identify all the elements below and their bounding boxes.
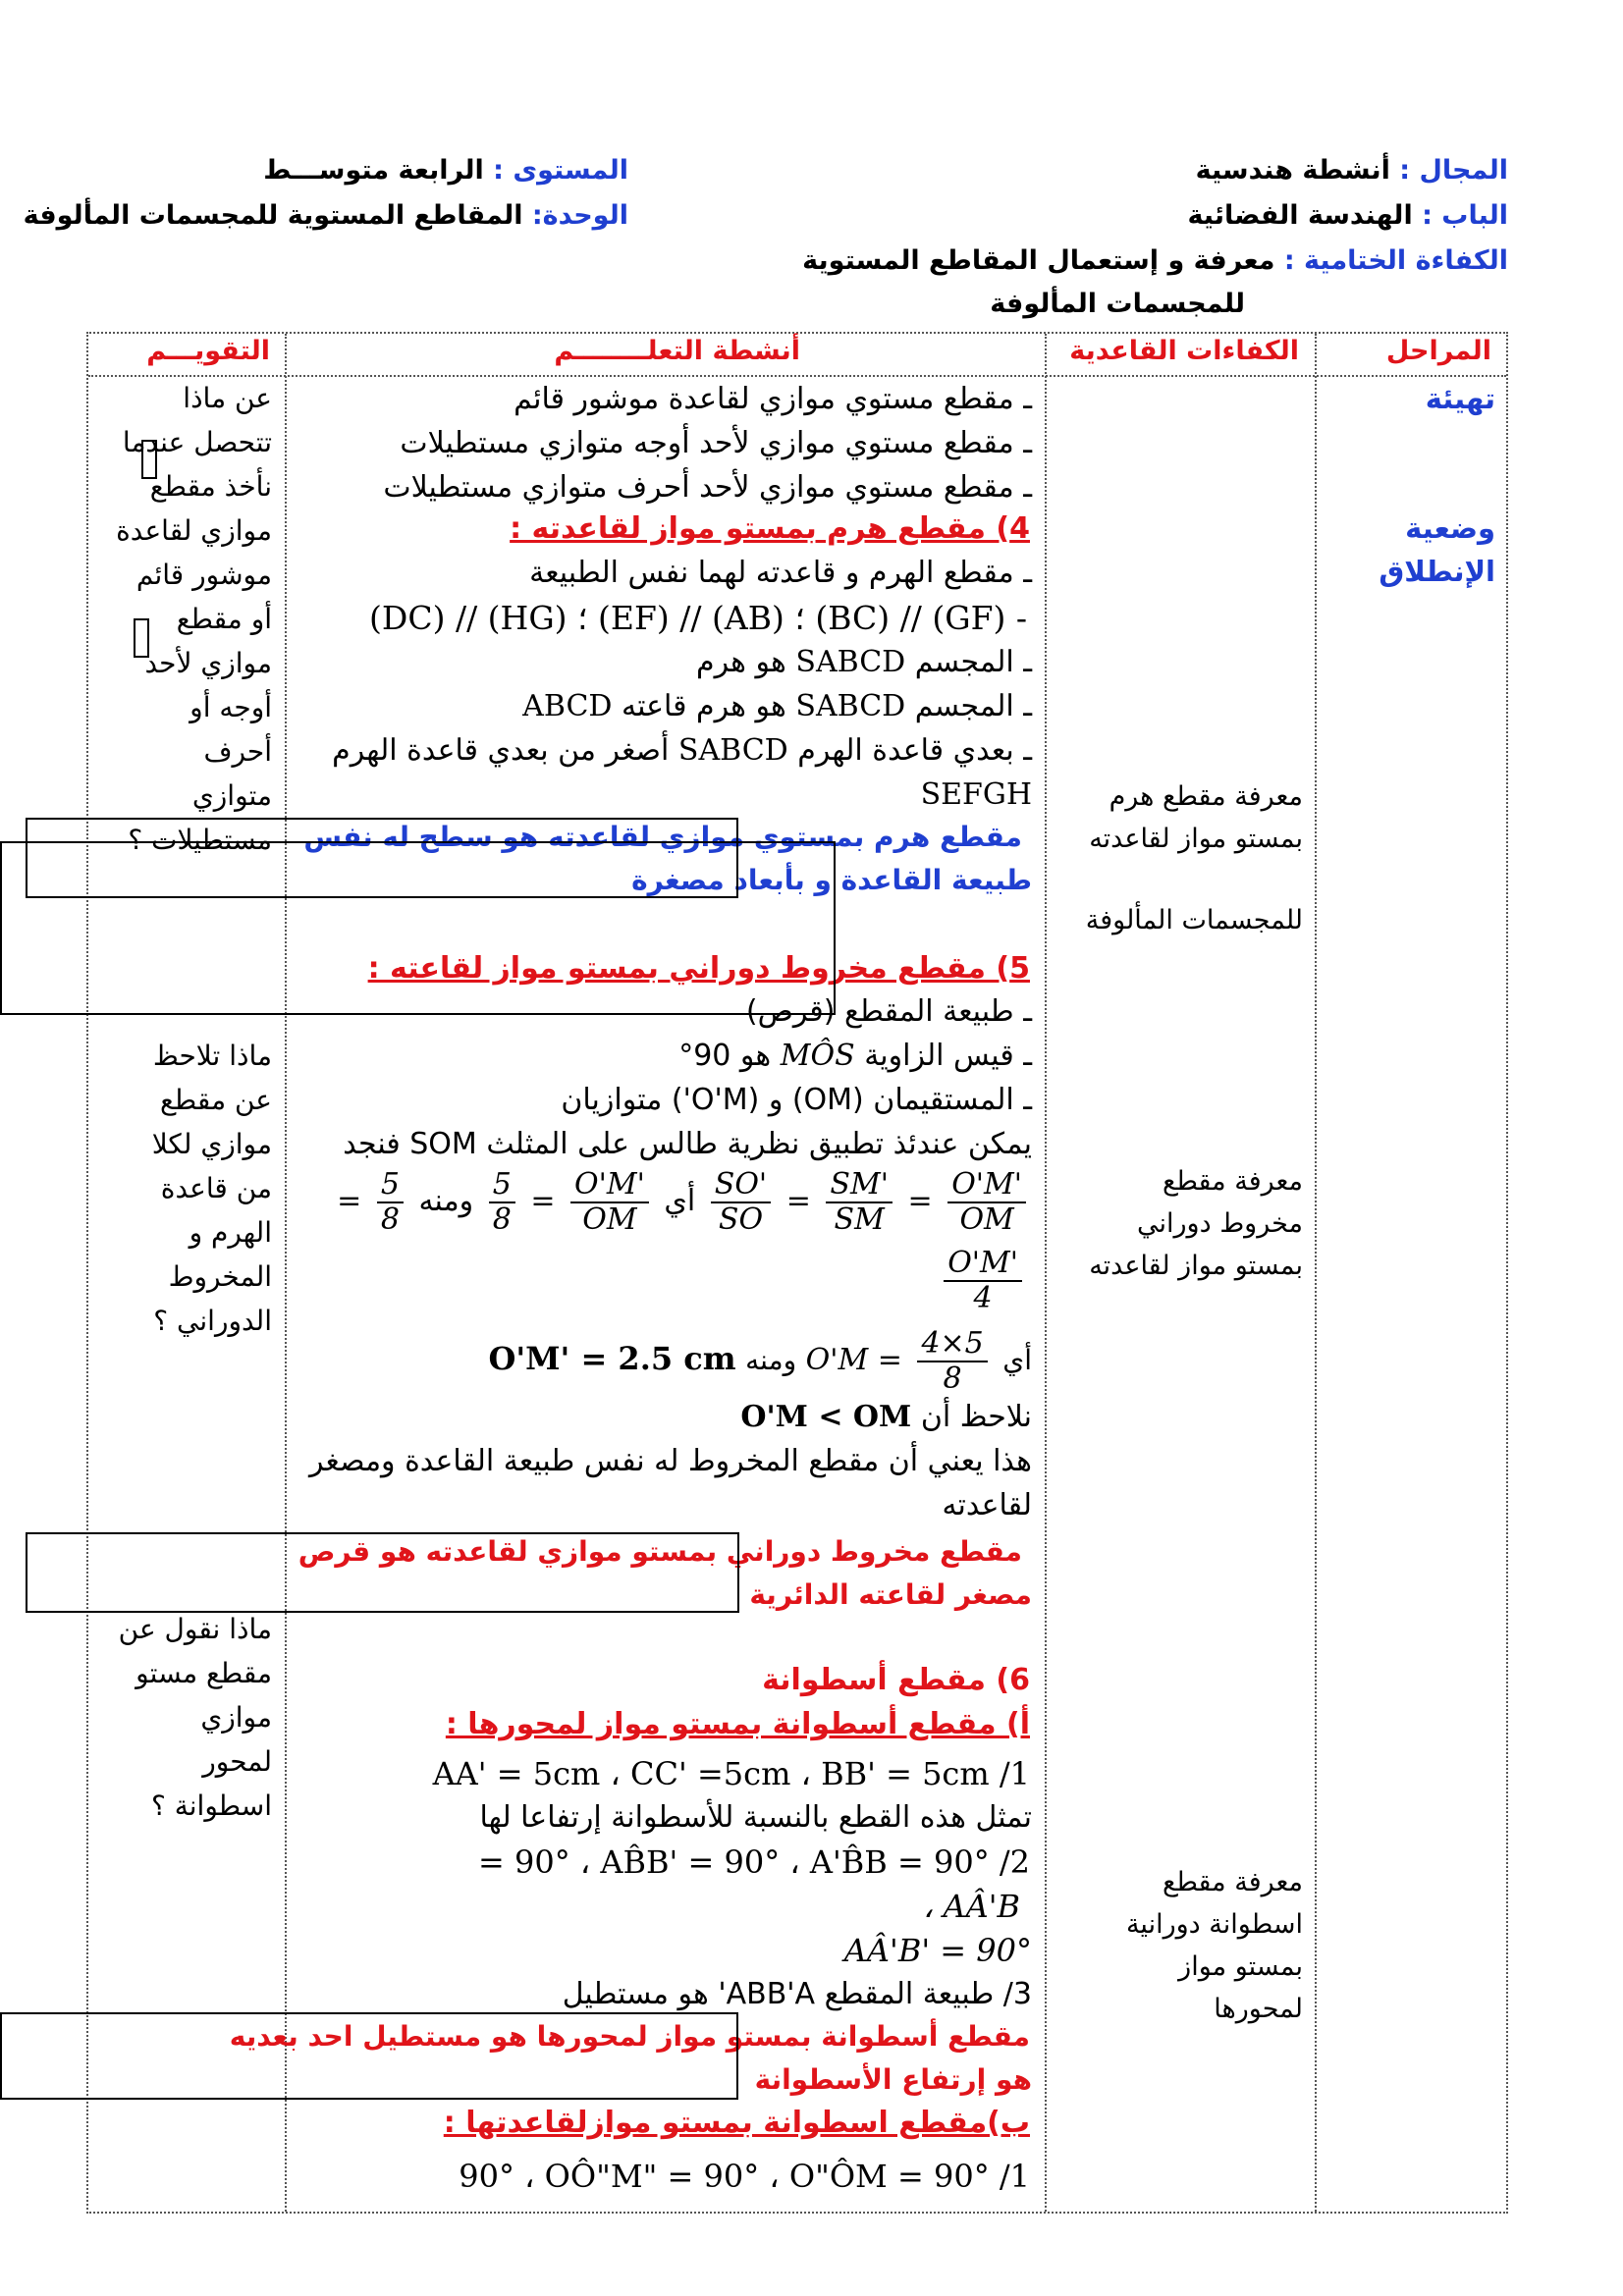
fraction: $\frac{O'M'}{OM}$ xyxy=(947,1168,1026,1237)
stage-launch-1: وضعية xyxy=(1405,511,1495,545)
competence-value-2: للمجسمات المألوفة xyxy=(990,289,1245,319)
fraction: $\frac{5}{8}$ xyxy=(377,1168,404,1237)
chapter-value: الهندسة الفضائية xyxy=(1187,200,1413,231)
activity-line: ـ بعدي قاعدة الهرم SABCD أصغر من بعدي قاعدة الهرم xyxy=(332,733,1032,768)
eq-sign: = xyxy=(530,1184,556,1218)
cylinder-angle-b: AÂ'B' = 90° xyxy=(843,1932,1032,1969)
competency-line: بمستو مواز xyxy=(1178,1951,1303,1982)
evaluation-line: لمحور xyxy=(202,1745,272,1778)
evaluation-line: موازي لكلا xyxy=(151,1128,272,1160)
col-competencies-header: الكفاءات القاعدية xyxy=(1069,336,1299,366)
evaluation-line: تتحصل عندما xyxy=(122,426,272,458)
cylinder-section-title: 6) مقطع أسطوانة xyxy=(762,1663,1030,1697)
column-divider xyxy=(285,334,287,2212)
word-wamenh: ومنه xyxy=(745,1344,797,1376)
activity-line: ـ طبيعة المقطع (قرص) xyxy=(745,994,1032,1029)
fraction: $\frac{O'M'}{OM}$ xyxy=(570,1168,649,1237)
evaluation-line: الدوراني ؟ xyxy=(153,1305,272,1337)
cone-rule-line-1: مقطع مخروط دوراني بمستو موازي لقاعدته هو قرص xyxy=(298,1535,1022,1568)
pyramid-rule-line-2: طبيعة القاعدة و بأبعاد مصغرة xyxy=(631,864,1032,896)
cylinder-b-title: ب)مقطع اسطوانة بمستو موازلقاعدتها : xyxy=(443,2106,1030,2140)
cone-rule-line-2: مصغر لقاعته الدائرية xyxy=(749,1578,1032,1611)
fraction: $\frac{SM'}{SM}$ xyxy=(826,1168,893,1237)
pyramid-section-title: 4) مقطع هرم بمستو مواز لقاعدته : xyxy=(510,511,1030,546)
evaluation-line: موازي لأحد xyxy=(144,647,272,679)
competency-cylinder xyxy=(1126,1861,1303,2030)
evaluation-line: موازي xyxy=(200,1701,272,1734)
stage-warmup: تهيئة xyxy=(1425,382,1495,415)
activity-line: ـ المجسم SABCD هو هرم xyxy=(696,645,1032,679)
col-stages-header: المراحل xyxy=(1385,336,1491,366)
activity-line: ـ مقطع مستوي موازي لأحد أحرف متوازي مستطيلات xyxy=(383,470,1032,505)
activity-line: ـ المستقيمان (OM) و (O'M') متوازيان xyxy=(561,1083,1032,1117)
competency-line: بمستو مواز لقاعدته xyxy=(1089,824,1303,854)
activity-line: 3/ طبيعة المقطع ABB'A' هو مستطيل xyxy=(562,1977,1032,2011)
angle-line-post: هو 90° xyxy=(678,1039,772,1073)
activity-line: ـ المجسم SABCD هو هرم قاعته ABCD xyxy=(522,689,1032,723)
activity-line: ـ مقطع مستوي موازي لقاعدة موشور قائم xyxy=(514,382,1032,416)
chapter-label: الباب : xyxy=(1422,200,1508,231)
domain-label: المجال : xyxy=(1399,155,1508,186)
activity-line: ـ مقطع الهرم و قاعدته لهما نفس الطبيعة xyxy=(529,556,1032,590)
chapter-line xyxy=(1187,200,1508,231)
competency-line: بمستو مواز لقاعدته xyxy=(1089,1251,1303,1281)
fraction: $\frac{4\times 5}{8}$ xyxy=(917,1327,987,1396)
competency-line: معرفة مقطع xyxy=(1163,1166,1303,1197)
evaluation-line: موازي لقاعدة xyxy=(116,514,272,547)
evaluation-line: المخروط xyxy=(168,1260,272,1293)
fraction: $\frac{SO'}{SO}$ xyxy=(711,1168,771,1237)
competency-cone xyxy=(1089,1160,1303,1287)
angle-line-pre: ـ قيس الزاوية xyxy=(864,1039,1032,1073)
cylinder-base-angles: 90° ، OÔ"M" = 90° ، O"ÔM = 90° /1 xyxy=(459,2158,1030,2195)
activity-line: لقاعدته xyxy=(942,1488,1032,1522)
word-ay: أي xyxy=(1002,1344,1032,1376)
col-activities-header: أنشطة التعلــــــــم xyxy=(554,336,800,366)
competence-line-2 xyxy=(990,289,1245,319)
angle-line xyxy=(678,1040,1032,1073)
angle-symbol: MÔS xyxy=(780,1039,855,1073)
competency-line: للمجسمات المألوفة xyxy=(1085,905,1303,935)
activity-line: تمثل هذه القطع بالنسبة للأسطوانة إرتفاعا لها xyxy=(479,1800,1032,1835)
competence-line xyxy=(802,245,1508,276)
evaluation-line: مقطع مستو xyxy=(135,1657,272,1689)
evaluation-line: مستطيلات ؟ xyxy=(128,824,272,856)
evaluation-line: أوجه أو xyxy=(189,691,272,723)
evaluation-q2 xyxy=(152,1034,272,1343)
stage-launch-2: الإنطلاق xyxy=(1379,555,1495,588)
evaluation-line: ماذا نقول عن xyxy=(118,1613,272,1645)
frame-rectangle xyxy=(0,2012,738,2100)
level-value: الرابعة متوســـط xyxy=(263,155,484,186)
competence-label: الكفاءة الختامية : xyxy=(1283,245,1508,276)
notice-pre: نلاحظ أن xyxy=(920,1400,1032,1434)
result-line xyxy=(488,1327,1032,1396)
competency-pyramid xyxy=(1086,775,1303,941)
column-divider xyxy=(1315,334,1317,2212)
activity-line: SEFGH xyxy=(920,777,1032,812)
cylinder-a-title: أ) مقطع أسطوانة بمستو مواز لمحورها : xyxy=(445,1707,1030,1741)
word-wamenh: ومنه xyxy=(418,1184,474,1218)
evaluation-line: عن مقطع xyxy=(160,1084,272,1116)
competency-line: اسطوانة دورانية xyxy=(1125,1909,1303,1940)
competency-line: معرفة مقطع xyxy=(1163,1867,1303,1897)
level-line xyxy=(263,155,628,186)
placeholder-glyph-box xyxy=(134,618,149,658)
domain-value: أنشطة هندسية xyxy=(1195,155,1390,186)
unit-value: المقاطع المستوية للمجسمات المألوفة xyxy=(23,200,523,231)
activity-line: ـ مقطع مستوي موازي لأحد أوجه متوازي مستطيلات xyxy=(400,426,1032,460)
competency-spacer xyxy=(1086,860,1303,899)
thales-equation-cont xyxy=(938,1247,1028,1315)
eq-sign: = xyxy=(785,1184,811,1218)
evaluation-line: من قاعدة xyxy=(160,1172,272,1204)
frame-rectangle xyxy=(0,841,836,1015)
competence-value: معرفة و إستعمال المقاطع المستوية xyxy=(802,245,1275,276)
domain-line xyxy=(1196,155,1508,186)
column-divider xyxy=(1045,334,1047,2212)
notice-expr: O'M < OM xyxy=(740,1400,912,1434)
parallel-lines-relation: (DC) // (HG) ؛ (EF) // (AB) ؛ (BC) // (GF) - xyxy=(369,599,1028,637)
eq-sign: = xyxy=(337,1184,362,1218)
word-ay: أي xyxy=(664,1184,696,1218)
level-label: المستوى : xyxy=(493,155,628,186)
evaluation-line: أحرف xyxy=(203,735,272,768)
fraction: $\frac{O'M'}{4}$ xyxy=(944,1247,1022,1315)
result-label: O'M = xyxy=(805,1343,902,1377)
evaluation-line: موشور قائم xyxy=(135,559,272,591)
evaluation-line: الهرم و xyxy=(189,1216,272,1249)
evaluation-line: اسطوانة ؟ xyxy=(150,1789,272,1822)
cylinder-rule-line-1: مقطع أسطوانة بمستو مواز لمحورها هو مستطيل احد بعديه xyxy=(229,2020,1030,2053)
evaluation-line: نأخذ مقطع xyxy=(149,470,272,503)
frame-rectangle xyxy=(26,1532,739,1613)
evaluation-line: متوازي xyxy=(191,779,272,812)
result-final: O'M' = 2.5 cm xyxy=(488,1340,736,1377)
evaluation-line: أو مقطع xyxy=(176,603,272,635)
competency-line: معرفة مقطع هرم xyxy=(1109,781,1303,812)
cylinder-heights: AA' = 5cm ، CC' =5cm ، BB' = 5cm /1 xyxy=(432,1755,1030,1792)
thales-equation xyxy=(337,1168,1032,1237)
eq-sign: = xyxy=(907,1184,933,1218)
competency-line: مخروط دوراني xyxy=(1136,1208,1303,1239)
unit-line xyxy=(24,200,628,231)
evaluation-line: عن ماذا xyxy=(183,382,272,414)
evaluation-line: ماذا تلاحظ xyxy=(152,1040,272,1072)
notice-line xyxy=(740,1401,1032,1434)
cylinder-angle-a: ، AÂ'B xyxy=(922,1888,1020,1925)
activity-line: هذا يعني أن مقطع المخروط له نفس طبيعة القاعدة ومصغر xyxy=(308,1444,1032,1478)
cylinder-angles: = 90° ، AB̂B' = 90° ، A'B̂B = 90° /2 xyxy=(478,1843,1030,1881)
cone-section-title: 5) مقطع مخروط دوراني بمستو مواز لقاعته : xyxy=(367,951,1030,986)
cylinder-rule-line-2: هو إرتفاع الأسطوانة xyxy=(754,2063,1032,2096)
header-divider xyxy=(88,375,1506,377)
col-evaluation-header: التقويـــم xyxy=(146,336,270,366)
placeholder-glyph-box xyxy=(141,440,157,479)
competency-line: لمحورها xyxy=(1214,1994,1303,2024)
fraction: $\frac{5}{8}$ xyxy=(489,1168,515,1237)
unit-label: الوحدة: xyxy=(531,200,628,231)
pyramid-rule-line-1: مقطع هرم بمستوي موازي لقاعدته هو سطح له نفس xyxy=(303,821,1022,853)
activity-line: يمكن عندئذ تطبيق نظرية طالس على المثلث SOM فنجد xyxy=(343,1127,1032,1161)
evaluation-q3 xyxy=(119,1607,272,1828)
